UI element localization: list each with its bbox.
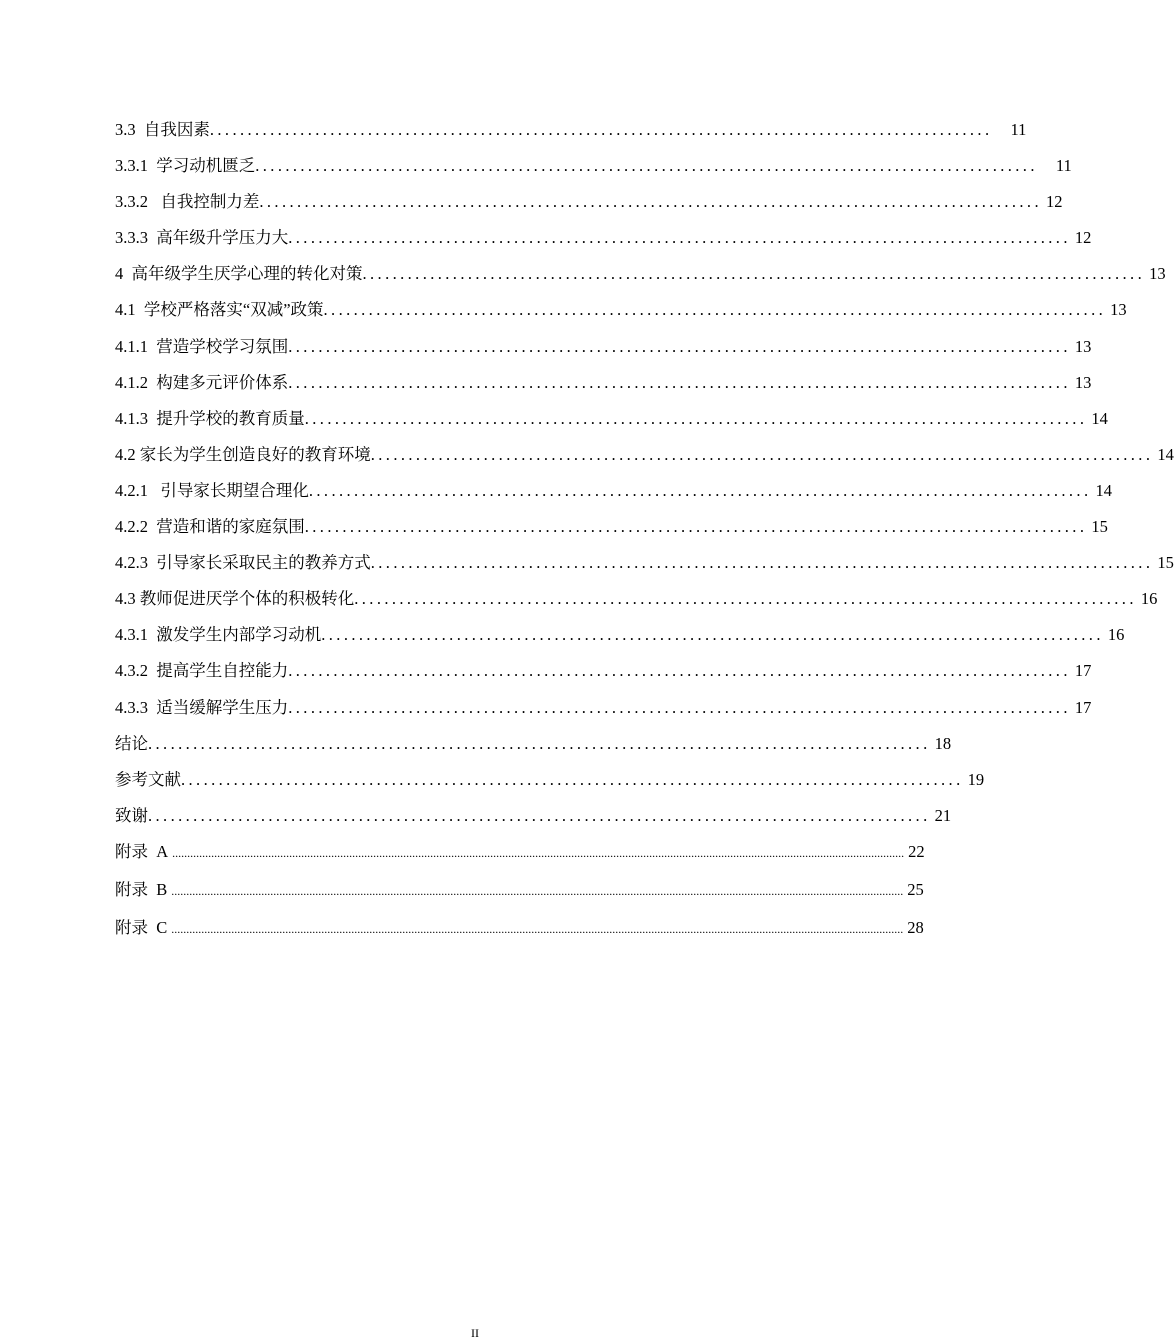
toc-dot-leader: ....................................................................................................................................................................................................................................................	[171, 921, 904, 936]
toc-entry[interactable]	[115, 225, 1092, 261]
toc-entry[interactable]	[115, 915, 924, 953]
toc-entry[interactable]	[115, 297, 1127, 333]
toc-entry-title: 附录 C	[115, 917, 168, 937]
toc-dot-leader: ........................................................................................................	[255, 156, 1038, 176]
toc-entry-title: 4.1 学校严格落实“双减”政策	[115, 300, 324, 320]
toc-entry[interactable]	[115, 442, 1174, 478]
toc-entry-page: 11	[1010, 120, 1027, 139]
toc-entry-title: 附录 A	[115, 841, 169, 861]
toc-entry-page: 12	[1045, 192, 1063, 212]
toc-entry[interactable]	[115, 839, 925, 877]
toc-dot-leader: ....................................................................................................................................................................................................................................................	[172, 845, 905, 860]
toc-dot-leader: ........................................................................................................	[288, 228, 1071, 248]
toc-entry-page: 22	[908, 841, 925, 861]
toc-entry-title: 3.3 自我因素	[115, 120, 210, 139]
toc-entry-page: 16	[1107, 625, 1125, 645]
toc-entry-title: 4 高年级学生厌学心理的转化对策	[115, 264, 363, 284]
toc-dot-leader: ........................................................................................................	[304, 408, 1088, 428]
toc-entry[interactable]	[115, 731, 952, 767]
toc-entry-page: 15	[1091, 517, 1108, 537]
toc-entry-page: 19	[967, 769, 985, 789]
toc-entry[interactable]	[115, 550, 1174, 586]
toc-entry-title: 4.3.1 激发学生内部学习动机	[115, 625, 322, 645]
toc-dot-leader: ........................................................................................................	[362, 264, 1146, 284]
toc-entry-title: 结论	[115, 733, 148, 753]
toc-entry-page: 11	[1055, 156, 1072, 176]
toc-entry-title: 3.3.1 学习动机匮乏	[115, 156, 256, 176]
toc-entry-title: 参考文献	[115, 769, 181, 789]
toc-dot-leader: ........................................................................................................	[308, 480, 1092, 500]
toc-entry-title: 4.2.1 引导家长期望合理化	[115, 480, 309, 500]
toc-entry-page: 18	[934, 733, 952, 753]
toc-entry[interactable]	[115, 370, 1092, 406]
toc-entry-page: 17	[1074, 661, 1092, 681]
toc-entry-page: 21	[934, 805, 952, 825]
toc-dot-leader: ........................................................................................................	[181, 769, 964, 789]
toc-entry-page: 25	[907, 879, 924, 899]
toc-entry[interactable]	[115, 622, 1125, 658]
toc-entry-page: 13	[1074, 372, 1092, 392]
page-number-footer: II	[471, 1326, 479, 1340]
toc-entry-title: 4.2.3 引导家长采取民主的教养方式	[115, 553, 371, 573]
toc-entry[interactable]	[115, 261, 1166, 297]
toc-dot-leader: ........................................................................................................	[288, 372, 1071, 392]
toc-entry-page: 13	[1110, 300, 1127, 320]
toc-entry-title: 4.3.3 适当缓解学生压力	[115, 697, 289, 717]
toc-entry[interactable]	[115, 117, 1027, 153]
toc-entry-title: 致谢	[115, 805, 148, 825]
toc-dot-leader: ........................................................................................................	[354, 589, 1137, 609]
toc-entry[interactable]	[115, 478, 1112, 514]
toc-dot-leader: ........................................................................................................	[288, 336, 1071, 356]
toc-entry-page: 13	[1074, 336, 1092, 356]
toc-entry-title: 3.3.3 高年级升学压力大	[115, 228, 289, 248]
toc-entry-page: 14	[1157, 444, 1174, 464]
toc-entry[interactable]	[115, 658, 1092, 694]
table-of-contents	[115, 117, 1174, 953]
toc-dot-leader: ........................................................................................................	[148, 733, 931, 753]
toc-entry-title: 4.1.3 提升学校的教育质量	[115, 408, 305, 428]
toc-dot-leader: ........................................................................................................	[323, 300, 1107, 320]
toc-entry[interactable]	[115, 189, 1063, 225]
toc-dot-leader: ........................................................................................................	[259, 192, 1042, 212]
toc-dot-leader: ........................................................................................................	[288, 661, 1071, 681]
toc-entry-page: 15	[1157, 553, 1174, 573]
toc-dot-leader: ........................................................................................................	[209, 120, 993, 139]
toc-entry-title: 4.3.2 提高学生自控能力	[115, 661, 289, 681]
toc-entry[interactable]	[115, 767, 985, 803]
toc-dot-leader: ........................................................................................................	[148, 805, 931, 825]
toc-dot-leader: ........................................................................................................	[288, 697, 1071, 717]
toc-dot-leader: ....................................................................................................................................................................................................................................................	[171, 883, 904, 898]
toc-entry-page: 12	[1074, 228, 1092, 248]
toc-entry-title: 4.1.2 构建多元评价体系	[115, 372, 289, 392]
toc-entry[interactable]	[115, 406, 1108, 442]
toc-entry[interactable]	[115, 695, 1092, 731]
toc-entry-title: 附录 B	[115, 879, 168, 899]
toc-entry-title: 4.1.1 营造学校学习氛围	[115, 336, 289, 356]
toc-entry[interactable]	[115, 803, 952, 839]
toc-entry-page: 14	[1095, 480, 1112, 500]
toc-entry[interactable]	[115, 514, 1108, 550]
toc-dot-leader: ........................................................................................................	[321, 625, 1104, 645]
toc-dot-leader: ........................................................................................................	[370, 553, 1154, 573]
toc-dot-leader: ........................................................................................................	[370, 444, 1154, 464]
toc-entry-page: 16	[1140, 589, 1158, 609]
toc-entry-page: 17	[1074, 697, 1092, 717]
toc-entry[interactable]	[115, 586, 1158, 622]
toc-entry-title: 4.2.2 营造和谐的家庭氛围	[115, 517, 305, 537]
toc-entry-page: 13	[1149, 264, 1166, 284]
toc-entry[interactable]	[115, 877, 924, 915]
toc-entry-page: 14	[1091, 408, 1108, 428]
toc-entry-page: 28	[907, 917, 924, 937]
toc-entry-title: 3.3.2 自我控制力差	[115, 192, 260, 212]
toc-entry[interactable]	[115, 334, 1092, 370]
toc-entry[interactable]	[115, 153, 1072, 189]
toc-entry-title: 4.3 教师促进厌学个体的积极转化	[115, 589, 355, 609]
toc-entry-title: 4.2 家长为学生创造良好的教育环境	[115, 444, 371, 464]
toc-dot-leader: ........................................................................................................	[304, 517, 1088, 537]
